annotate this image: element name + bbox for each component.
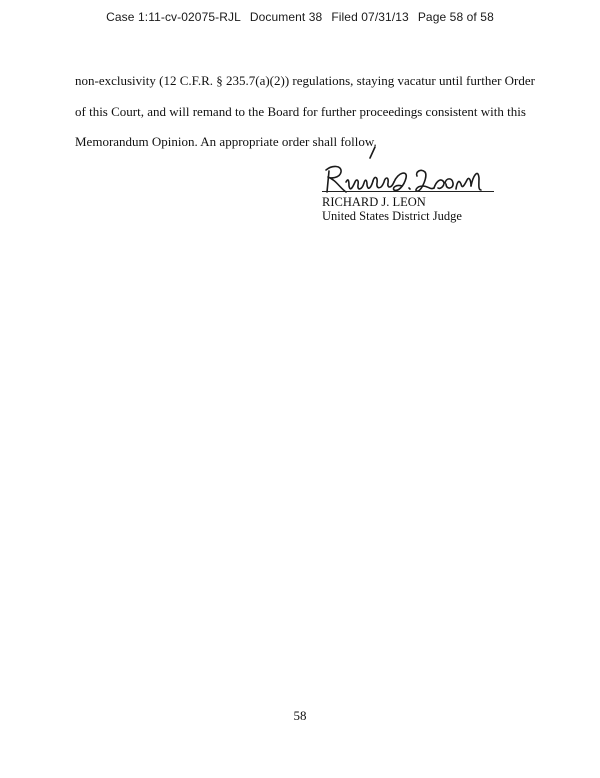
body-line-3: Memorandum Opinion. An appropriate order shall follow.: [75, 134, 377, 149]
signature-line: [322, 191, 494, 192]
page-of-total: Page 58 of 58: [417, 10, 494, 24]
signature-block: [322, 146, 502, 226]
body-line-1: non-exclusivity (12 C.F.R. § 235.7(a)(2)) regulations, staying vacatur until further Order: [75, 73, 535, 88]
body-line-2: of this Court, and will remand to the Board for further proceedings consistent with this: [75, 104, 526, 119]
judge-name: RICHARD J. LEON: [322, 195, 426, 209]
document-number: Document 38: [249, 10, 323, 24]
case-number: Case 1:11-cv-02075-RJL: [106, 10, 241, 24]
judge-title: United States District Judge: [322, 209, 462, 223]
page-number: 58: [293, 708, 307, 723]
case-header: [0, 10, 600, 24]
filed-date: Filed 07/31/13: [331, 10, 409, 24]
